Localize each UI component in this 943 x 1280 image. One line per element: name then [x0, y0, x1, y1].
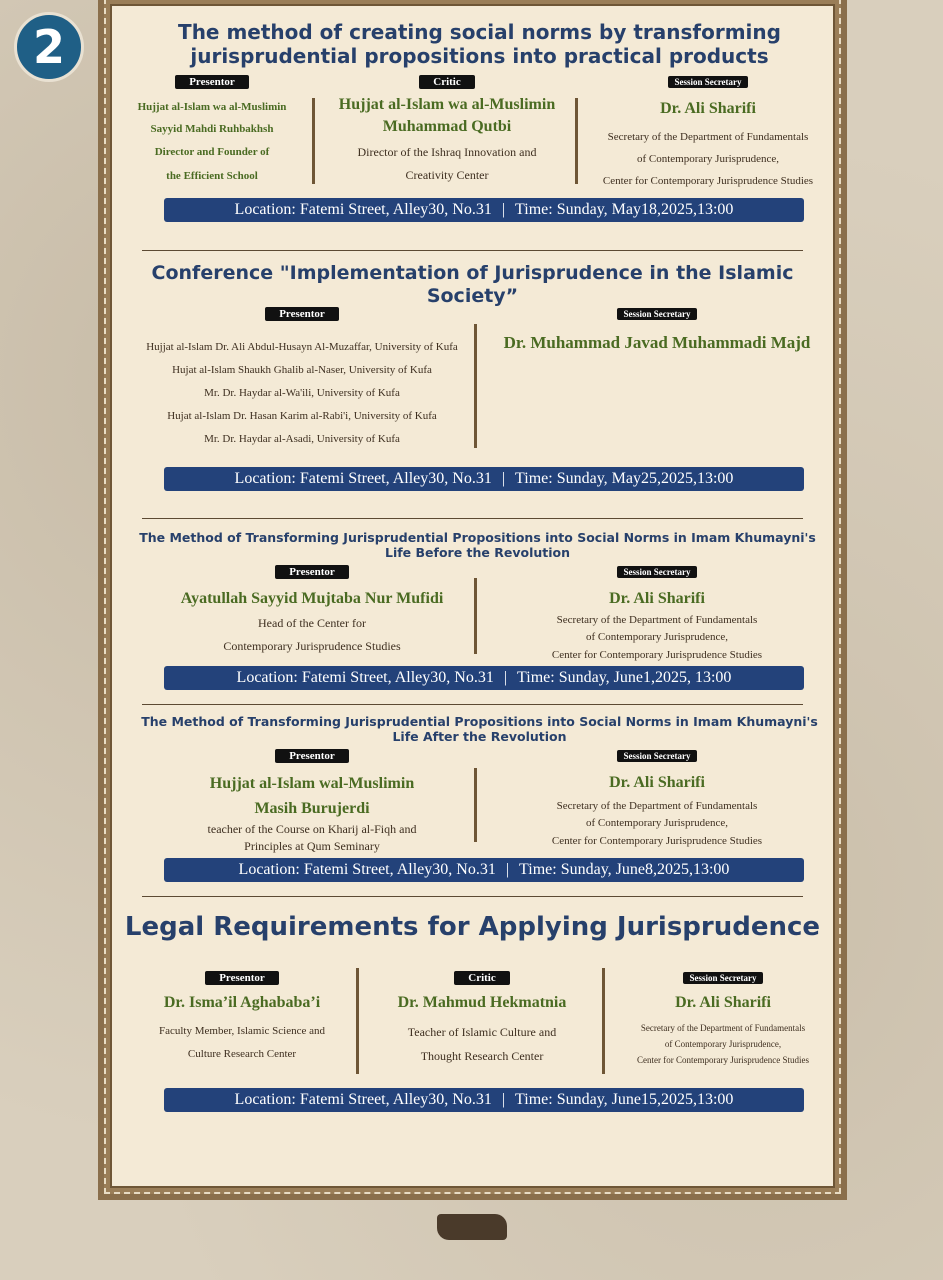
- critic-name: Hujjat al-Islam wa al-Muslimin Muhammad Qutbi: [338, 96, 556, 135]
- session-title: The method of creating social norms by transforming jurisprudential propositions into practical products: [178, 20, 781, 68]
- presenter-desc: Head of the Center for: [258, 615, 366, 630]
- presenter-line: the Efficient School: [166, 170, 258, 183]
- page-number-badge: 2: [14, 12, 84, 82]
- secretary-name: Dr. Muhammad Javad Muhammadi Majd: [503, 333, 811, 352]
- location-text: Location: Fatemi Street, Alley30, No.31: [234, 470, 492, 487]
- secretary-desc: Secretary of the Department of Fundamentals: [607, 130, 809, 143]
- secretary-desc: of Contemporary Jurisprudence,: [585, 631, 729, 644]
- critic-desc: Thought Research Center: [420, 1048, 544, 1063]
- location-text: Location: Fatemi Street, Alley30, No.31: [234, 201, 492, 218]
- presenter-desc: Culture Research Center: [187, 1047, 297, 1060]
- session-title: The Method of Transforming Jurisprudential Propositions into Social Norms in Imam Khumayni's Life Before the Revolution: [139, 530, 816, 560]
- secretary-name: Dr. Ali Sharifi: [660, 100, 756, 117]
- presenter-desc: Contemporary Jurisprudence Studies: [223, 639, 401, 654]
- section-divider: [142, 250, 803, 251]
- critic-label: Critic: [454, 971, 509, 985]
- presenter-label: Presentor: [275, 749, 349, 763]
- section-divider: [142, 518, 803, 519]
- column-divider: [474, 768, 477, 842]
- time-text: Time: Sunday, June1,2025, 13:00: [517, 669, 732, 686]
- time-text: Time: Sunday, May25,2025,13:00: [515, 470, 734, 487]
- presenter-name: Hujjat al-Islam wal-Muslimin: [209, 775, 415, 792]
- session-title: Legal Requirements for Applying Jurisprudence: [124, 912, 821, 942]
- critic-desc: Teacher of Islamic Culture and: [407, 1024, 557, 1039]
- secretary-name: Dr. Ali Sharifi: [609, 590, 705, 607]
- logo-mark-icon: [437, 1214, 507, 1240]
- presenter-label: Presentor: [275, 565, 349, 579]
- location-time-bar: Location: Fatemi Street, Alley30, No.31 | Time: Sunday, June15,2025,13:00: [164, 1088, 804, 1112]
- section-divider: [142, 896, 803, 897]
- presenter-line: Hujjat al-Islam wa al-Muslimin: [137, 101, 287, 113]
- time-text: Time: Sunday, June8,2025,13:00: [519, 861, 730, 878]
- column-divider: [356, 968, 359, 1074]
- secretary-label: Session Secretary: [617, 308, 696, 320]
- presenter-line: Mr. Dr. Haydar al-Wa'ili, University of Kufa: [204, 387, 400, 400]
- section-divider: [142, 704, 803, 705]
- presenter-line: Hujjat al-Islam Dr. Ali Abdul-Husayn Al-Muzaffar, University of Kufa: [146, 341, 458, 353]
- presenter-label: Presentor: [205, 971, 279, 985]
- secretary-desc: of Contemporary Jurisprudence,: [664, 1038, 782, 1049]
- presenter-desc: teacher of the Course on Kharij al-Fiqh and: [207, 822, 417, 837]
- presenter-name: Masih Burujerdi: [254, 800, 370, 818]
- secretary-desc: Secretary of the Department of Fundamentals: [556, 613, 758, 626]
- location-time-bar: Location: Fatemi Street, Alley30, No.31 | Time: Sunday, June8,2025,13:00: [164, 858, 804, 882]
- critic-desc: Director of the Ishraq Innovation and: [357, 145, 537, 160]
- secretary-label: Session Secretary: [617, 566, 696, 578]
- secretary-name: Dr. Ali Sharifi: [675, 994, 771, 1011]
- secretary-label: Session Secretary: [617, 750, 696, 762]
- session-title: Conference "Implementation of Jurisprudence in the Islamic Society”: [151, 262, 794, 307]
- presenter-desc: Principles at Qum Seminary: [244, 838, 380, 853]
- time-text: Time: Sunday, May18,2025,13:00: [515, 201, 734, 218]
- presenter-line: Hujat al-Islam Dr. Hasan Karim al-Rabi'i, University of Kufa: [167, 410, 437, 423]
- presenter-name: Ayatullah Sayyid Mujtaba Nur Mufidi: [180, 590, 444, 607]
- column-divider: [474, 578, 477, 654]
- critic-desc: Creativity Center: [405, 167, 489, 182]
- secretary-desc: Center for Contemporary Jurisprudence Studies: [551, 834, 763, 847]
- critic-name: Dr. Mahmud Hekmatnia: [397, 994, 567, 1011]
- secretary-name: Dr. Ali Sharifi: [609, 774, 705, 791]
- critic-label: Critic: [419, 75, 474, 89]
- institute-logo: [410, 1214, 534, 1264]
- secretary-desc: Center for Contemporary Jurisprudence Studies: [551, 648, 763, 661]
- location-time-bar: Location: Fatemi Street, Alley30, No.31 | Time: Sunday, May18,2025,13:00: [164, 198, 804, 222]
- presenter-line: Mr. Dr. Haydar al-Asadi, University of Kufa: [204, 433, 400, 446]
- secretary-desc: Center for Contemporary Jurisprudence Studies: [602, 174, 814, 187]
- time-text: Time: Sunday, June15,2025,13:00: [515, 1091, 734, 1108]
- presenter-label: Presentor: [265, 307, 339, 321]
- secretary-desc: of Contemporary Jurisprudence,: [636, 152, 780, 165]
- presenter-name: Dr. Isma’il Aghababa’i: [163, 994, 321, 1011]
- location-time-bar: Location: Fatemi Street, Alley30, No.31 | Time: Sunday, June1,2025, 13:00: [164, 666, 804, 690]
- secretary-desc: Secretary of the Department of Fundamentals: [556, 799, 758, 812]
- column-divider: [474, 324, 477, 448]
- location-text: Location: Fatemi Street, Alley30, No.31: [234, 1091, 492, 1108]
- secretary-desc: Secretary of the Department of Fundamentals: [640, 1022, 806, 1033]
- secretary-label: Session Secretary: [668, 76, 747, 88]
- presenter-desc: Faculty Member, Islamic Science and: [158, 1024, 326, 1037]
- secretary-label: Session Secretary: [683, 972, 762, 984]
- presenter-line: Director and Founder of: [154, 146, 270, 158]
- column-divider: [602, 968, 605, 1074]
- presenter-line: Hujat al-Islam Shaukh Ghalib al-Naser, University of Kufa: [172, 364, 432, 377]
- location-text: Location: Fatemi Street, Alley30, No.31: [236, 669, 494, 686]
- poster-paper: [110, 4, 835, 1188]
- column-divider: [312, 98, 315, 184]
- secretary-desc: Center for Contemporary Jurisprudence Studies: [637, 1054, 809, 1065]
- secretary-desc: of Contemporary Jurisprudence,: [585, 817, 729, 830]
- session-title: The Method of Transforming Jurisprudential Propositions into Social Norms in Imam Khumayni's Life After the Revolution: [141, 714, 818, 744]
- location-time-bar: Location: Fatemi Street, Alley30, No.31 | Time: Sunday, May25,2025,13:00: [164, 467, 804, 491]
- poster-frame: [98, 0, 847, 1200]
- location-text: Location: Fatemi Street, Alley30, No.31: [238, 861, 496, 878]
- presenter-label: Presentor: [175, 75, 249, 89]
- presenter-line: Sayyid Mahdi Ruhbakhsh: [150, 123, 274, 135]
